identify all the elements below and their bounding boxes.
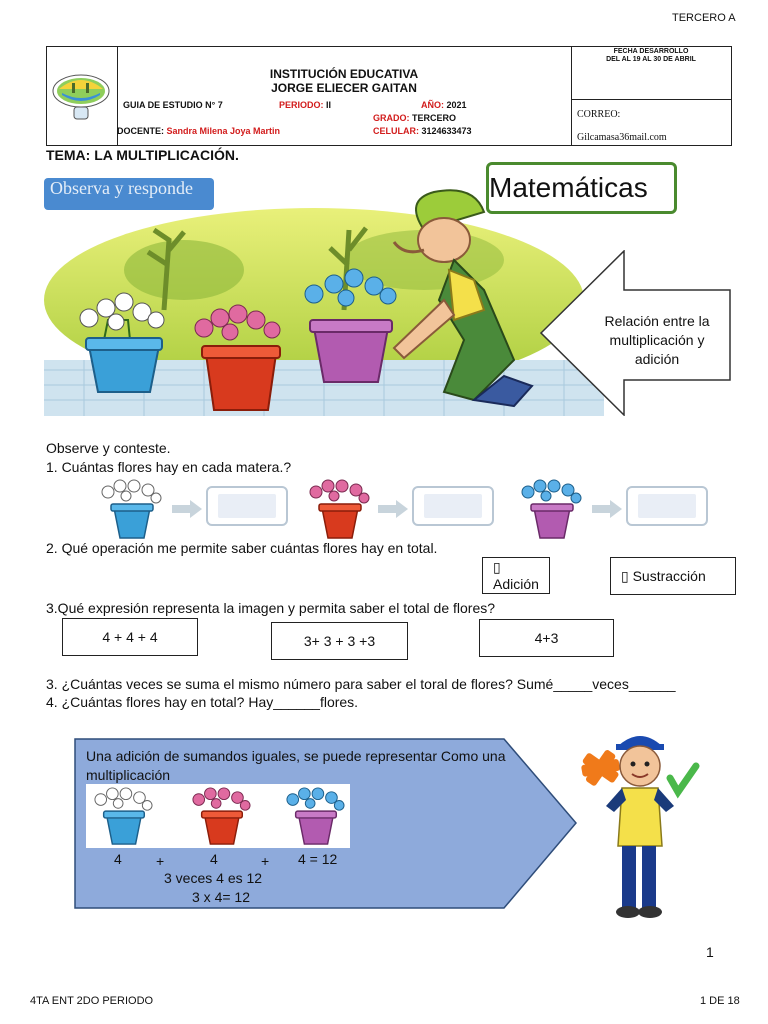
info-box-text: Una adición de sumandos iguales, se puede representar Como una multiplicación <box>86 748 506 783</box>
grado-label: GRADO: <box>373 113 410 123</box>
celular-label: CELULAR: <box>373 126 419 136</box>
institution-line-2: JORGE ELIECER GAITAN <box>271 81 417 95</box>
option-adicion[interactable] <box>482 557 550 594</box>
question-2: 2. Qué operación me permite saber cuántas flores hay en total. <box>46 540 438 556</box>
blue-flower-pot-icon <box>96 478 166 540</box>
expression-option-3[interactable] <box>479 619 614 657</box>
equation-multiplication: 3 x 4= 12 <box>192 889 250 905</box>
instructions-text: Observe y conteste. <box>46 440 171 456</box>
arrow-right-icon <box>592 500 622 518</box>
docente-value: Sandra Milena Joya Martin <box>164 126 281 136</box>
periodo-label: PERIODO: <box>279 100 324 110</box>
page-number: 1 <box>706 944 714 960</box>
school-logo-icon <box>50 69 112 125</box>
grade-corner-label: TERCERO A <box>672 12 736 24</box>
red-flower-pot-icon <box>304 478 374 540</box>
answer-box-2[interactable] <box>412 486 494 526</box>
correo-value: Gilcamasa36mail.com <box>577 132 667 143</box>
expression-option-1-label: 4 + 4 + 4 <box>102 629 158 645</box>
equation-words: 3 veces 4 es 12 <box>164 870 263 886</box>
subject-title-box <box>486 162 677 214</box>
celular-value: 3124633473 <box>419 126 472 136</box>
periodo-value: II <box>323 100 332 110</box>
equation-plus-1: + <box>156 853 165 869</box>
expression-option-2[interactable] <box>271 622 408 660</box>
docente-label: DOCENTE: <box>117 126 164 136</box>
equation-plus-2: + <box>261 853 270 869</box>
subject-title: Matemáticas <box>489 172 648 203</box>
ano-label: AÑO: <box>421 100 444 110</box>
grado-value: TERCERO <box>409 113 457 123</box>
institution-line-1: INSTITUCIÓN EDUCATIVA <box>269 67 419 81</box>
purple-flower-pot-icon <box>280 786 350 846</box>
equation-number-2: 4 <box>210 851 218 867</box>
fecha-label: FECHA DESARROLLO <box>613 48 689 55</box>
arrow-right-icon <box>378 500 408 518</box>
expression-option-2-label: 3+ 3 + 3 +3 <box>303 633 376 649</box>
option-sustraccion[interactable] <box>610 557 736 595</box>
footer-left-text: 4TA ENT 2DO PERIODO <box>30 995 154 1007</box>
expression-option-1[interactable] <box>62 618 198 656</box>
tema-title: TEMA: LA MULTIPLICACIÓN. <box>46 147 239 163</box>
arrow-callout-text: Relación entre la multiplicación y adición <box>604 313 710 367</box>
question-1: 1. Cuántas flores hay en cada matera.? <box>46 459 292 475</box>
answer-box-3[interactable] <box>626 486 708 526</box>
red-flower-pot-icon <box>186 786 256 846</box>
question-4: 3. ¿Cuántas veces se suma el mismo número para saber el toral de flores? Sumé_____veces______ <box>46 676 676 692</box>
option-adicion-label: ▯ Adición <box>493 559 539 592</box>
header-table <box>46 46 732 146</box>
fecha-value: DEL AL 19 AL 30 DE ABRIL <box>606 56 696 63</box>
guia-label: GUIA DE ESTUDIO N° 7 <box>123 100 223 110</box>
equation-number-1: 4 <box>114 851 122 867</box>
equation-result: 4 = 12 <box>298 851 338 867</box>
banner-text: Observa y responde <box>50 178 193 198</box>
footer-page-count: 1 DE 18 <box>700 995 740 1007</box>
blue-flower-pot-icon <box>88 786 158 846</box>
arrow-right-icon <box>172 500 202 518</box>
purple-flower-pot-icon <box>516 478 586 540</box>
option-sustraccion-label: ▯ Sustracción <box>621 567 706 584</box>
answer-box-1[interactable] <box>206 486 288 526</box>
question-5: 4. ¿Cuántas flores hay en total? Hay______flores. <box>46 694 359 710</box>
expression-option-3-label: 4+3 <box>534 630 559 646</box>
boy-with-math-signs-illustration <box>578 726 700 922</box>
ano-value: 2021 <box>444 100 467 110</box>
correo-label: CORREO: <box>577 109 621 120</box>
question-3: 3.Qué expresión representa la imagen y permita saber el total de flores? <box>46 600 496 616</box>
